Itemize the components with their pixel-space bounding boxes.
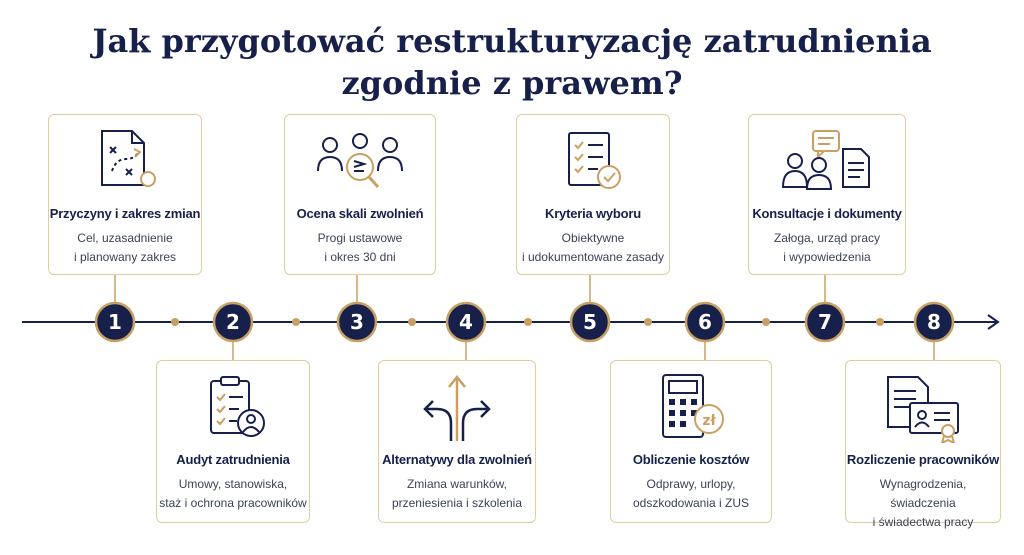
step-desc-8-line1: Wynagrodzenia, świadczenia [879, 477, 967, 510]
certificate-icon [878, 371, 968, 443]
step-card-4 [378, 360, 536, 523]
step-number-4: 4 [459, 310, 473, 334]
step-number-6: 6 [698, 310, 712, 334]
step-marker-1 [96, 303, 134, 341]
step-title-4: Alternatywy dla zwolnień [382, 452, 532, 467]
step-marker-2 [214, 303, 252, 341]
step-title-8: Rozliczenie pracowników [846, 452, 1000, 467]
step-card-1 [48, 114, 202, 275]
step-desc-4-line2: przeniesienia i szkolenia [391, 496, 523, 510]
people-magnifier-icon [312, 127, 408, 197]
step-marker-3 [338, 303, 376, 341]
step-desc-3-line2: i okres 30 dni [324, 250, 396, 264]
step-number-7: 7 [818, 310, 832, 334]
step-title-6: Obliczenie kosztów [632, 452, 750, 467]
step-title-7: Konsultacje i dokumenty [752, 206, 902, 221]
step-desc-2-line1: Umowy, stanowiska, [178, 477, 288, 491]
step-marker-6 [686, 303, 724, 341]
consultation-icon [777, 127, 877, 197]
step-marker-8 [915, 303, 953, 341]
step-number-2: 2 [226, 310, 240, 334]
step-title-1: Przyczyny i zakres zmian [49, 206, 201, 221]
step-desc-2-line2: staż i ochrona pracowników [159, 496, 307, 510]
step-card-2 [156, 360, 310, 523]
title-line-2: zgodnie z prawem? [341, 64, 683, 102]
step-desc-8-line2: i świadectwa pracy [872, 515, 974, 529]
step-marker-4 [447, 303, 485, 341]
step-desc-7-line1: Załoga, urząd pracy [773, 231, 881, 245]
step-desc-7-line2: i wypowiedzenia [783, 250, 871, 264]
step-desc-6-line2: odszkodowania i ZUS [632, 496, 750, 510]
step-desc-8 [846, 475, 1000, 532]
step-desc-2 [157, 475, 309, 513]
step-number-5: 5 [583, 310, 597, 334]
strategy-document-icon [90, 127, 160, 193]
step-title-2: Audyt zatrudnienia [176, 452, 290, 467]
step-desc-3-line1: Progi ustawowe [317, 231, 403, 245]
step-card-5 [516, 114, 670, 275]
step-desc-5 [517, 229, 669, 267]
step-desc-4-line1: Zmiana warunków, [406, 477, 508, 491]
clipboard-person-icon [193, 373, 273, 443]
step-number-3: 3 [350, 310, 364, 334]
title-line-1: Jak przygotować restrukturyzację zatrudnienia [92, 22, 932, 60]
step-card-7 [748, 114, 906, 275]
step-desc-1 [49, 229, 201, 267]
step-desc-6 [611, 475, 771, 513]
step-desc-1-line1: Cel, uzasadnienie [77, 231, 173, 245]
step-marker-5 [571, 303, 609, 341]
step-title-5: Kryteria wyboru [545, 206, 641, 221]
currency-label: zł [702, 413, 716, 429]
step-desc-3 [285, 229, 435, 267]
step-title-3: Ocena skali zwolnień [296, 206, 424, 221]
step-desc-5-line2: i udokumentowane zasady [521, 250, 665, 264]
step-desc-1-line2: i planowany zakres [73, 250, 177, 264]
step-number-1: 1 [108, 310, 122, 334]
step-card-8 [845, 360, 1001, 529]
calculator-icon [651, 371, 731, 443]
checklist-icon [557, 127, 629, 197]
step-card-6 [610, 360, 772, 523]
split-arrows-icon [415, 371, 499, 443]
step-desc-7 [749, 229, 905, 267]
step-desc-4 [379, 475, 535, 513]
step-desc-5-line1: Obiektywne [561, 231, 625, 245]
step-card-3 [284, 114, 436, 275]
step-desc-6-line1: Odprawy, urlopy, [646, 477, 736, 491]
step-number-8: 8 [927, 310, 941, 334]
step-marker-7 [806, 303, 844, 341]
